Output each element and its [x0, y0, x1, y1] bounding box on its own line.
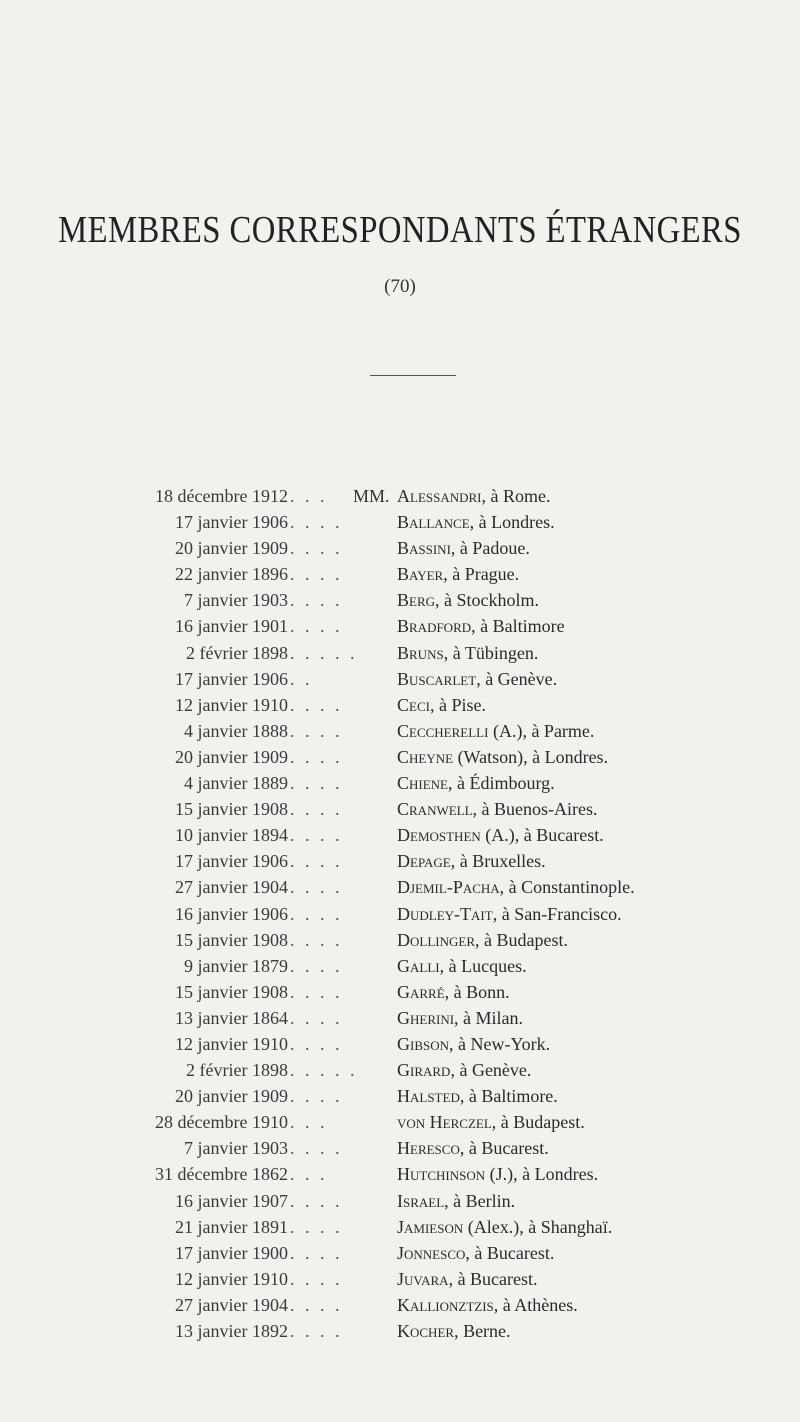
member-entry — [397, 1188, 515, 1214]
list-item — [0, 1318, 800, 1344]
election-date: 4 janvier 1888 — [184, 720, 288, 741]
list-item — [0, 770, 800, 796]
election-date: 4 janvier 1889 — [184, 773, 288, 794]
member-location: , à Budapest. — [491, 1112, 585, 1133]
member-name: Chiene — [397, 773, 448, 794]
election-date: 20 janvier 1909 — [175, 538, 288, 559]
election-date: 15 janvier 1908 — [175, 981, 288, 1002]
list-item — [0, 1057, 800, 1083]
member-name: Girard — [397, 1060, 451, 1081]
member-name: Bassini — [397, 538, 451, 559]
leader-dots: . . . . — [290, 538, 343, 559]
list-item — [0, 718, 800, 744]
leader-dots: . . . . . — [290, 642, 358, 663]
election-date: 27 janvier 1904 — [175, 1294, 288, 1315]
leader-dots: . . . — [290, 486, 328, 506]
member-name: Bruns — [397, 642, 444, 663]
election-date: 7 janvier 1903 — [184, 1138, 288, 1159]
member-entry — [397, 1005, 523, 1031]
member-entry — [397, 874, 635, 900]
member-entry — [397, 927, 568, 953]
member-name: Juvara — [397, 1268, 449, 1289]
leader-dots: . . . . — [290, 1294, 343, 1315]
member-location: , à Bonn. — [444, 981, 510, 1002]
list-item — [0, 1135, 800, 1161]
election-date: 27 janvier 1904 — [175, 877, 288, 898]
member-entry — [397, 1240, 554, 1266]
list-item — [0, 901, 800, 927]
member-location: , à Constantinople. — [499, 877, 635, 898]
member-name: Bradford — [397, 616, 472, 637]
member-location: , à New-York. — [449, 1033, 551, 1054]
member-entry — [397, 613, 565, 639]
member-entry — [397, 1109, 585, 1135]
leader-dots: . . . . — [290, 590, 343, 611]
member-location: , à Buenos-Aires. — [472, 799, 598, 820]
member-location: , à Bruxelles. — [450, 851, 546, 872]
member-location: , à Londres. — [469, 512, 555, 533]
member-name: Dudley-Tait — [397, 903, 493, 924]
list-item — [0, 509, 800, 535]
member-count: (70) — [384, 276, 416, 297]
election-date: 16 janvier 1901 — [175, 616, 288, 637]
member-entry — [397, 1057, 531, 1083]
leader-dots: . . . . — [290, 851, 343, 872]
member-entry — [397, 692, 486, 718]
page-title: MEMBRES CORRESPONDANTS ÉTRANGERS — [58, 209, 742, 251]
list-item — [0, 874, 800, 900]
member-entry — [397, 587, 539, 613]
member-entry — [397, 483, 551, 509]
member-location: , à Prague. — [443, 564, 520, 585]
list-item — [0, 483, 800, 509]
member-location: , à Athènes. — [493, 1294, 578, 1315]
list-item — [0, 1240, 800, 1266]
member-location: , à Édimbourg. — [448, 773, 555, 794]
election-date: 17 janvier 1906 — [175, 851, 288, 872]
leader-dots: . . . . — [290, 564, 343, 585]
list-item — [0, 1292, 800, 1318]
list-item — [0, 1266, 800, 1292]
list-item — [0, 822, 800, 848]
member-entry — [397, 822, 604, 848]
list-item — [0, 979, 800, 1005]
member-location: , à Lucques. — [439, 955, 527, 976]
member-location: , à Padoue. — [450, 538, 530, 559]
list-item — [0, 1109, 800, 1135]
list-item — [0, 561, 800, 587]
list-item — [0, 587, 800, 613]
leader-dots: . . . . — [290, 694, 343, 715]
leader-dots: . . . . — [290, 512, 343, 533]
member-name: Bayer — [397, 564, 444, 585]
leader-dots: . . . . — [290, 720, 343, 741]
election-date: 9 janvier 1879 — [184, 955, 288, 976]
list-item — [0, 1214, 800, 1240]
member-name: Ceccherelli — [397, 720, 489, 741]
election-date: 2 février 1898 — [186, 1060, 288, 1081]
member-name: Dollinger — [397, 929, 475, 950]
leader-dots: . . . . . — [290, 1060, 358, 1081]
leader-dots: . . . . — [290, 746, 343, 767]
member-location: (A.), à Bucarest. — [480, 825, 604, 846]
list-item — [0, 640, 800, 666]
member-name: Garré — [397, 981, 445, 1002]
member-entry — [397, 535, 530, 561]
member-name: Israel — [397, 1190, 445, 1211]
election-date: 17 janvier 1906 — [175, 668, 288, 689]
election-date: 28 décembre 1910 — [155, 1112, 288, 1133]
leader-dots: . . . . — [290, 1216, 343, 1237]
leader-dots: . . . . — [290, 799, 343, 820]
member-entry — [397, 848, 546, 874]
member-entry — [397, 1318, 511, 1344]
member-entry — [397, 1214, 612, 1240]
list-item — [0, 1005, 800, 1031]
member-entry — [397, 1266, 538, 1292]
member-name: von Herczel — [397, 1112, 492, 1133]
member-location: , à Berlin. — [444, 1190, 516, 1211]
member-location: , à Stockholm. — [435, 590, 540, 611]
leader-dots: . . . . — [290, 825, 343, 846]
list-item — [0, 927, 800, 953]
leader-dots: . . . — [290, 1164, 328, 1185]
election-date: 12 janvier 1910 — [175, 694, 288, 715]
leader-dots: . . . . — [290, 929, 343, 950]
leader-dots: . . . . — [290, 955, 343, 976]
member-location: , à Bucarest. — [459, 1138, 549, 1159]
leader-dots: . . . — [290, 1112, 328, 1133]
leader-dots: . . . . — [290, 1033, 343, 1054]
member-location: , à Tübingen. — [443, 642, 539, 663]
election-date: 10 janvier 1894 — [175, 825, 288, 846]
member-name: Ballance — [397, 512, 470, 533]
list-item — [0, 796, 800, 822]
member-location: (A.), à Parme. — [488, 720, 595, 741]
member-name: Jonnesco — [397, 1242, 466, 1263]
member-name: Jamieson — [397, 1216, 464, 1237]
election-date: 13 janvier 1892 — [175, 1321, 288, 1341]
member-entry — [397, 561, 519, 587]
leader-dots: . . . . — [290, 981, 343, 1002]
election-date: 21 janvier 1891 — [175, 1216, 288, 1237]
leader-dots: . . . . — [290, 616, 343, 637]
member-location: , à Rome. — [481, 486, 551, 506]
member-entry — [397, 901, 622, 927]
list-item — [0, 1083, 800, 1109]
list-item — [0, 1188, 800, 1214]
leader-dots: . . . . — [290, 903, 343, 924]
member-location: , à Bucarest. — [448, 1268, 538, 1289]
member-entry — [397, 509, 555, 535]
member-location: , Berne. — [454, 1321, 511, 1341]
member-name: Berg — [397, 590, 436, 611]
member-entry — [397, 640, 538, 666]
member-location: , à Bucarest. — [465, 1242, 555, 1263]
election-date: 13 janvier 1864 — [175, 1007, 288, 1028]
member-name: Gibson — [397, 1033, 450, 1054]
leader-dots: . . . . — [290, 1321, 343, 1341]
member-name: Galli — [397, 955, 440, 976]
election-date: 2 février 1898 — [186, 642, 288, 663]
election-date: 12 janvier 1910 — [175, 1268, 288, 1289]
member-location: , à Genève. — [450, 1060, 532, 1081]
election-date: 20 janvier 1909 — [175, 746, 288, 767]
member-name: Halsted — [397, 1086, 460, 1107]
election-date: 17 janvier 1906 — [175, 512, 288, 533]
election-date: 15 janvier 1908 — [175, 929, 288, 950]
member-location: , à San-Francisco. — [492, 903, 622, 924]
leader-dots: . . . . — [290, 773, 343, 794]
divider — [370, 375, 456, 376]
member-name: Cheyne — [397, 746, 454, 767]
member-location: , à Budapest. — [475, 929, 568, 950]
member-name: Heresco — [397, 1138, 460, 1159]
member-location: , à Milan. — [454, 1007, 524, 1028]
list-item — [0, 744, 800, 770]
member-location: (Alex.), à Shanghaï. — [463, 1216, 613, 1237]
member-location: , à Baltimore — [471, 616, 565, 637]
election-date: 16 janvier 1906 — [175, 903, 288, 924]
member-entry — [397, 744, 608, 770]
leader-dots: . . . . — [290, 1007, 343, 1028]
election-date: 22 janvier 1896 — [175, 564, 288, 585]
member-entry — [397, 1135, 549, 1161]
member-location: , à Baltimore. — [459, 1086, 558, 1107]
member-location: (Watson), à Londres. — [453, 746, 609, 767]
list-item — [0, 692, 800, 718]
member-name: Cranwell — [397, 799, 473, 820]
member-entry — [397, 1031, 550, 1057]
list-item — [0, 1031, 800, 1057]
leader-dots: . . . . — [290, 1242, 343, 1263]
member-entry — [397, 1292, 578, 1318]
member-entry — [397, 1083, 558, 1109]
election-date: 15 janvier 1908 — [175, 799, 288, 820]
member-name: Ceci — [397, 694, 430, 715]
member-entry — [397, 796, 598, 822]
member-name: Hutchinson — [397, 1164, 486, 1185]
member-location: , à Pise. — [429, 694, 486, 715]
list-item — [0, 953, 800, 979]
list-item — [0, 1161, 800, 1187]
leader-dots: . . . . — [290, 1138, 343, 1159]
election-date: 16 janvier 1907 — [175, 1190, 288, 1211]
member-list — [0, 483, 800, 1344]
member-entry — [397, 979, 510, 1005]
election-date: 18 décembre 1912 — [155, 486, 288, 506]
member-name: Gherini — [397, 1007, 455, 1028]
member-name: Djemil-Pacha — [397, 877, 500, 898]
list-item — [0, 535, 800, 561]
leader-dots: . . . . — [290, 1190, 343, 1211]
member-name: Kallionztzis — [397, 1294, 494, 1315]
member-location: , à Genève. — [476, 668, 558, 689]
member-name: Depage — [397, 851, 451, 872]
list-item — [0, 613, 800, 639]
member-location: (J.), à Londres. — [485, 1164, 599, 1185]
leader-dots: . . . . — [290, 1268, 343, 1289]
list-item — [0, 848, 800, 874]
member-entry — [397, 770, 555, 796]
member-entry — [397, 1161, 598, 1187]
election-date: 20 janvier 1909 — [175, 1086, 288, 1107]
member-entry — [397, 718, 594, 744]
leader-dots: . . . . — [290, 877, 343, 898]
list-item — [0, 666, 800, 692]
member-entry — [397, 953, 527, 979]
election-date: 31 décembre 1862 — [155, 1164, 288, 1185]
leader-dots: . . . . — [290, 1086, 343, 1107]
election-date: 7 janvier 1903 — [184, 590, 288, 611]
member-name: Demosthen — [397, 825, 481, 846]
member-entry — [397, 666, 557, 692]
member-name: Kocher — [397, 1321, 455, 1341]
member-name: Buscarlet — [397, 668, 477, 689]
member-name: Alessandri — [397, 486, 482, 506]
leader-dots: . . — [290, 668, 313, 689]
honorific: MM. — [353, 486, 390, 506]
election-date: 12 janvier 1910 — [175, 1033, 288, 1054]
election-date: 17 janvier 1900 — [175, 1242, 288, 1263]
